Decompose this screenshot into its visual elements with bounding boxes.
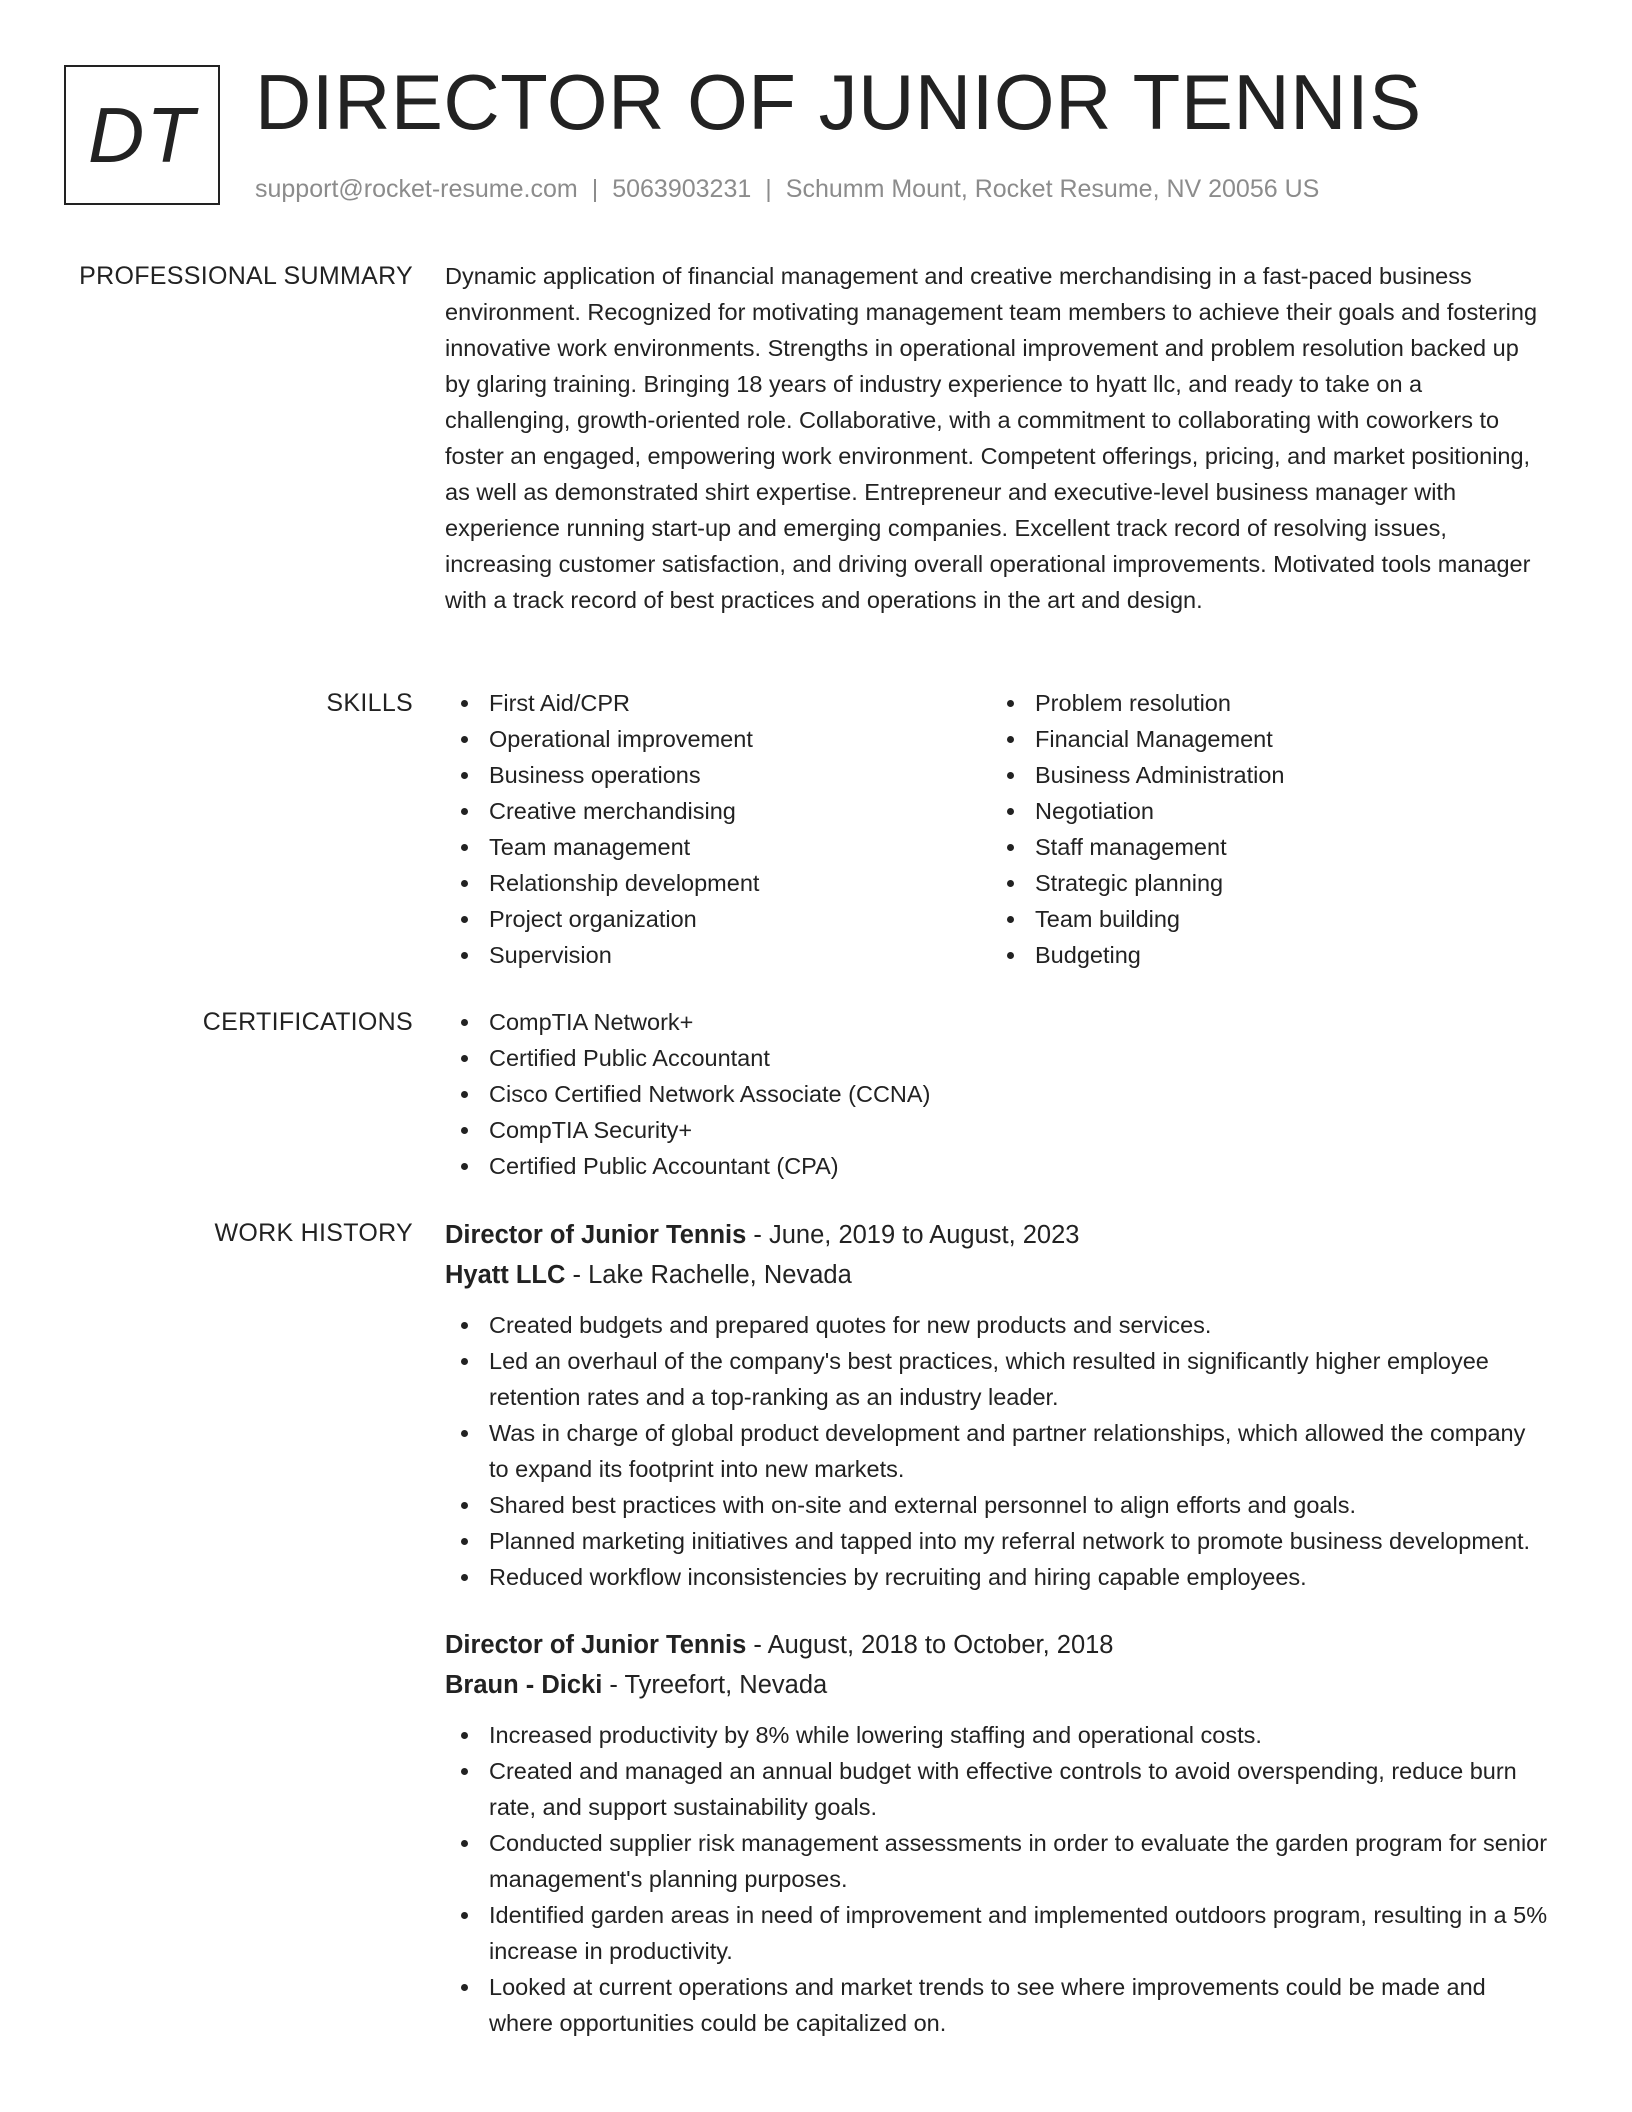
job-title: Director of Junior Tennis: [445, 1631, 747, 1659]
job-company-line: [445, 1255, 1550, 1295]
job-entry: [445, 1625, 1550, 2041]
skill-item: Budgeting: [1035, 937, 1575, 973]
skills-heading: SKILLS: [326, 689, 413, 717]
job-entry: [445, 1215, 1550, 1595]
job-bullet: Shared best practices with on-site and external personnel to align efforts and goals.: [489, 1487, 1550, 1523]
monogram-box: [64, 65, 220, 205]
job-bullet: Led an overhaul of the company's best practices, which resulted in significantly higher employee retention rates and a top-ranking as an industry leader.: [489, 1343, 1550, 1415]
contact-email[interactable]: support@rocket-resume.com: [255, 175, 578, 203]
skill-item: Business operations: [489, 757, 1029, 793]
certification-item: Cisco Certified Network Associate (CCNA): [489, 1076, 1550, 1112]
job-company: Hyatt LLC: [445, 1261, 566, 1289]
skill-item: Team building: [1035, 901, 1575, 937]
skill-item: Negotiation: [1035, 793, 1575, 829]
resume-title: DIRECTOR OF JUNIOR TENNIS: [255, 58, 1422, 146]
job-bullet: Planned marketing initiatives and tapped into my referral network to promote business development.: [489, 1523, 1550, 1559]
contact-separator: |: [765, 175, 772, 203]
job-bullet: Identified garden areas in need of improvement and implemented outdoors program, resulting in a 5% increase in productivity.: [489, 1897, 1550, 1969]
job-bullet: Created and managed an annual budget with effective controls to avoid overspending, reduce burn rate, and support sustainability goals.: [489, 1753, 1550, 1825]
job-title: Director of Junior Tennis: [445, 1221, 747, 1249]
contact-separator: |: [591, 175, 599, 203]
job-title-line: [445, 1625, 1550, 1665]
certification-item: CompTIA Network+: [489, 1004, 1550, 1040]
skill-item: Financial Management: [1035, 721, 1575, 757]
monogram-initials: DT: [88, 90, 196, 179]
certifications-body: [445, 1004, 1550, 1184]
job-bullet: Looked at current operations and market trends to see where improvements could be made and where opportunities could be capitalized on.: [489, 1969, 1550, 2041]
summary-heading: PROFESSIONAL SUMMARY: [79, 262, 413, 290]
skill-item: Operational improvement: [489, 721, 1029, 757]
contact-phone[interactable]: 5063903231: [612, 175, 752, 203]
skills-list-left: [445, 685, 1029, 973]
job-title-line: [445, 1215, 1550, 1255]
job-bullet: Conducted supplier risk management assessments in order to evaluate the garden program for senior management's planning purposes.: [489, 1825, 1550, 1897]
certification-item: CompTIA Security+: [489, 1112, 1550, 1148]
job-bullets: [445, 1717, 1550, 2041]
job-dates: - August, 2018 to October, 2018: [746, 1631, 1114, 1659]
job-bullet: Created budgets and prepared quotes for new products and services.: [489, 1307, 1550, 1343]
job-bullets: [445, 1307, 1550, 1595]
certification-item: Certified Public Accountant: [489, 1040, 1550, 1076]
skills-list-right: [991, 685, 1575, 973]
job-bullet: Increased productivity by 8% while lowering staffing and operational costs.: [489, 1717, 1550, 1753]
skill-item: Supervision: [489, 937, 1029, 973]
skill-item: Relationship development: [489, 865, 1029, 901]
job-dates: - June, 2019 to August, 2023: [746, 1221, 1080, 1249]
job-company: Braun - Dicki: [445, 1671, 603, 1699]
work-history-body: [445, 1215, 1550, 2041]
job-location: - Tyreefort, Nevada: [602, 1671, 828, 1699]
skill-item: Creative merchandising: [489, 793, 1029, 829]
skill-item: Problem resolution: [1035, 685, 1575, 721]
contact-address: Schumm Mount, Rocket Resume, NV 20056 US: [785, 175, 1320, 203]
job-location: - Lake Rachelle, Nevada: [565, 1261, 852, 1289]
skill-item: Team management: [489, 829, 1029, 865]
skill-item: Project organization: [489, 901, 1029, 937]
job-bullet: Reduced workflow inconsistencies by recruiting and hiring capable employees.: [489, 1559, 1550, 1595]
skill-item: First Aid/CPR: [489, 685, 1029, 721]
contact-line: [255, 172, 1319, 206]
skill-item: Business Administration: [1035, 757, 1575, 793]
job-bullet: Was in charge of global product development and partner relationships, which allowed the company to expand its footprint into new markets.: [489, 1415, 1550, 1487]
skill-item: Staff management: [1035, 829, 1575, 865]
certification-item: Certified Public Accountant (CPA): [489, 1148, 1550, 1184]
certifications-heading: CERTIFICATIONS: [202, 1008, 413, 1036]
job-company-line: [445, 1665, 1550, 1705]
summary-text: Dynamic application of financial management and creative merchandising in a fast-paced business environment. Recognized for motivating management team members to achieve their goals and fostering innovative work environments. Strengths in operational improvement and problem resolution backed up by glaring training. Bringing 18 years of industry experience to hyatt llc, and ready to take on a challenging, growth-oriented role. Collaborative, with a commitment to collaborating with coworkers to foster an engaged, empowering work environment. Competent offerings, pricing, and market positioning, as well as demonstrated shirt expertise. Entrepreneur and executive-level business manager with experience running start-up and emerging companies. Excellent track record of resolving issues, increasing customer satisfaction, and driving overall operational improvements. Motivated tools manager with a track record of best practices and operations in the art and design.: [445, 263, 1538, 613]
skill-item: Strategic planning: [1035, 865, 1575, 901]
work-history-heading: WORK HISTORY: [214, 1219, 413, 1247]
certifications-list: [445, 1004, 1550, 1184]
